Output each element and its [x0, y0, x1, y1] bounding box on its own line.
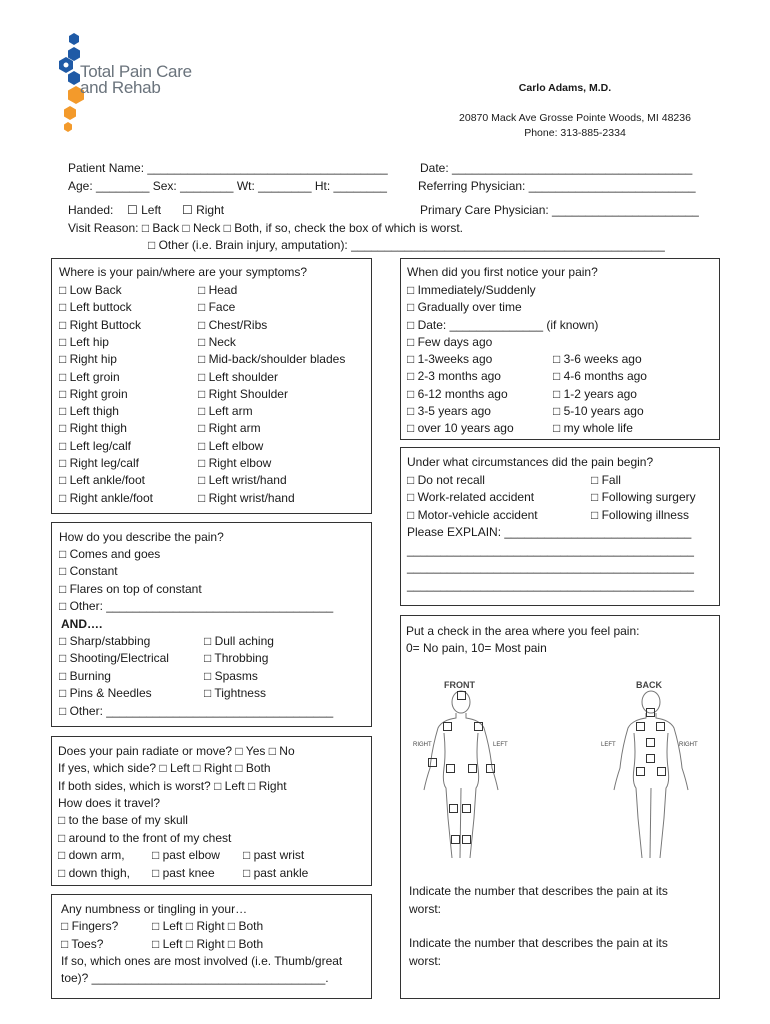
back-mid-back-checkbox[interactable] [646, 738, 655, 747]
age-sex-wt-ht-fields[interactable]: Age: ________ Sex: ________ Wt: ________ Ht: ________ [68, 179, 387, 193]
primary-care-field[interactable]: Primary Care Physician: ______________________ [420, 203, 699, 217]
first-notice-checkbox[interactable]: □ 3-5 years ago [407, 403, 491, 418]
circumstance-checkbox[interactable]: □ Following illness [591, 507, 689, 522]
pain-location-checkbox[interactable]: □ Left leg/calf [59, 438, 131, 453]
pain-quality-checkbox[interactable]: □ Pins & Needles [59, 685, 152, 700]
describe-other-field[interactable]: □ Other: __________________________________ [59, 704, 334, 718]
back-left-shoulder-checkbox[interactable] [636, 722, 645, 731]
most-involved-field[interactable]: toe)? ___________________________________. [61, 971, 329, 985]
back-neck-checkbox[interactable] [646, 708, 655, 717]
first-notice-checkbox[interactable]: □ Few days ago [407, 334, 493, 349]
patient-name-field[interactable]: Patient Name: ____________________________________ [68, 161, 388, 175]
pain-location-checkbox[interactable]: □ Right groin [59, 386, 128, 401]
clinic-address: 20870 Mack Ave Grosse Pointe Woods, MI 48236 [459, 112, 691, 124]
front-right-hand-checkbox[interactable] [428, 758, 437, 767]
circumstance-checkbox[interactable]: □ Work-related accident [407, 490, 535, 505]
pain-quality-checkbox[interactable]: □ Throbbing [204, 651, 269, 666]
date-field[interactable]: Date: ____________________________________ [420, 161, 693, 175]
circumstances-section [400, 447, 720, 606]
back-right-shoulder-checkbox[interactable] [656, 722, 665, 731]
pain-location-checkbox[interactable]: □ Left groin [59, 369, 120, 384]
describe-question: How do you describe the pain? [59, 530, 224, 544]
describe-checkbox[interactable]: □ Constant [59, 564, 118, 579]
past-elbow-checkbox[interactable]: □ past elbow [152, 848, 220, 862]
pain-quality-checkbox[interactable]: □ Shooting/Electrical [59, 651, 169, 666]
fingers-checkbox[interactable]: □ Fingers? [61, 919, 119, 933]
first-notice-checkbox[interactable]: □ 1-3weeks ago [407, 352, 493, 366]
describe-checkbox[interactable]: □ Other: __________________________________ [59, 598, 334, 613]
front-label: FRONT [444, 680, 475, 690]
pain-location-checkbox[interactable]: □ Right Shoulder [198, 386, 288, 401]
pain-quality-checkbox[interactable]: □ Burning [59, 668, 111, 683]
pain-location-checkbox[interactable]: □ Left arm [198, 404, 253, 419]
pain-location-checkbox[interactable]: □ Left thigh [59, 404, 119, 419]
visit-reason[interactable]: Visit Reason: □ Back □ Neck □ Both, if so, check the box of which is worst. [68, 221, 464, 235]
first-notice-checkbox[interactable]: □ over 10 years ago [407, 421, 514, 436]
front-left-shoulder-checkbox[interactable] [474, 722, 483, 731]
front-left-knee-checkbox[interactable] [462, 804, 471, 813]
pain-location-checkbox[interactable]: □ Low Back [59, 283, 122, 297]
pain-location-checkbox[interactable]: □ Left buttock [59, 300, 132, 315]
explain-field[interactable]: Please EXPLAIN: ____________________________ [407, 525, 692, 539]
down-arm-checkbox[interactable]: □ down arm, [58, 848, 125, 862]
clinic-phone: Phone: 313-885-2334 [524, 127, 626, 139]
describe-checkbox[interactable]: □ Flares on top of constant [59, 581, 202, 596]
which-side-question[interactable]: If yes, which side? □ Left □ Right □ Both [58, 761, 271, 775]
front-right-hip-checkbox[interactable] [446, 764, 455, 773]
pain-location-section [51, 258, 372, 514]
first-notice-checkbox[interactable]: □ Gradually over time [407, 300, 522, 315]
front-right-shoulder-checkbox[interactable] [443, 722, 452, 731]
worst-pain-instruction-2: Indicate the number that describes the pain at its [409, 936, 668, 950]
past-ankle-checkbox[interactable]: □ past ankle [243, 866, 309, 880]
first-notice-checkbox[interactable]: □ 1-2 years ago [553, 386, 637, 401]
toes-side-options[interactable]: □ Left □ Right □ Both [152, 937, 264, 951]
logo-line2: and Rehab [80, 78, 161, 97]
pain-quality-checkbox[interactable]: □ Sharp/stabbing [59, 634, 151, 648]
back-low-back-checkbox[interactable] [646, 754, 655, 763]
first-notice-section [400, 258, 720, 440]
front-left-hand-checkbox[interactable] [486, 764, 495, 773]
back-left-buttock-checkbox[interactable] [636, 767, 645, 776]
logo-text [80, 64, 192, 96]
pain-location-checkbox[interactable]: □ Chest/Ribs [198, 317, 268, 332]
first-notice-checkbox[interactable]: □ 3-6 weeks ago [553, 352, 642, 366]
back-left-label: LEFT [601, 742, 616, 748]
explain-line[interactable]: ___________________________________________ [407, 543, 694, 557]
handed-left-checkbox[interactable]: ☐ Left [127, 203, 162, 217]
referring-physician-field[interactable]: Referring Physician: _________________________ [418, 179, 696, 193]
pain-location-checkbox[interactable]: □ Left hip [59, 334, 109, 349]
pain-location-checkbox[interactable]: □ Left wrist/hand [198, 473, 287, 488]
handed-right-checkbox[interactable]: ☐ Right [182, 203, 225, 217]
first-notice-checkbox[interactable]: □ Immediately/Suddenly [407, 283, 536, 297]
numbness-question: Any numbness or tingling in your… [61, 902, 248, 916]
pain-location-checkbox[interactable]: □ Right hip [59, 352, 117, 367]
doctor-name: Carlo Adams, M.D. [518, 82, 612, 94]
check-area-instruction: Put a check in the area where you feel pain: [406, 624, 640, 638]
pain-location-question: Where is your pain/where are your symptoms? [59, 265, 308, 279]
worst-side-question[interactable]: If both sides, which is worst? □ Left □ Right [58, 779, 287, 793]
front-right-knee-checkbox[interactable] [449, 804, 458, 813]
logo-line1: Total Pain Care [80, 62, 192, 81]
and-label: AND…. [61, 617, 103, 631]
front-body-figure [406, 688, 516, 868]
pain-scale-legend: 0= No pain, 10= Most pain [406, 641, 547, 655]
worst-pain-instruction-1: Indicate the number that describes the pain at its [409, 884, 668, 898]
first-notice-checkbox[interactable]: □ 4-6 months ago [553, 369, 647, 384]
pain-location-checkbox[interactable]: □ Right Buttock [59, 317, 141, 332]
explain-line[interactable]: ___________________________________________ [407, 560, 694, 575]
radiate-question[interactable]: Does your pain radiate or move? □ Yes □ No [58, 744, 295, 758]
describe-checkbox[interactable]: □ Comes and goes [59, 547, 161, 561]
worst-pain-label-2[interactable]: worst: [409, 954, 442, 968]
front-left-ankle-checkbox[interactable] [462, 835, 471, 844]
numbness-section [51, 894, 372, 999]
front-right-ankle-checkbox[interactable] [451, 835, 460, 844]
visit-reason-other[interactable]: □ Other (i.e. Brain injury, amputation): _______________________________________________ [148, 238, 665, 252]
front-left-hip-checkbox[interactable] [468, 764, 477, 773]
pain-location-checkbox[interactable]: □ Neck [198, 334, 236, 349]
past-knee-checkbox[interactable]: □ past knee [152, 866, 215, 880]
circumstance-checkbox[interactable]: □ Fall [591, 473, 621, 487]
explain-line[interactable]: ___________________________________________ [407, 577, 694, 592]
pain-location-checkbox[interactable]: □ Right arm [198, 421, 261, 436]
circumstance-checkbox[interactable]: □ Do not recall [407, 473, 485, 487]
pain-quality-checkbox[interactable]: □ Dull aching [204, 634, 274, 648]
base-of-skull-checkbox[interactable]: □ to the base of my skull [58, 813, 188, 827]
front-right-label: RIGHT [413, 742, 432, 748]
pain-location-checkbox[interactable]: □ Right leg/calf [59, 456, 139, 470]
first-notice-checkbox[interactable]: □ my whole life [553, 421, 633, 436]
fingers-side-options[interactable]: □ Left □ Right □ Both [152, 919, 264, 933]
pain-location-checkbox[interactable]: □ Left elbow [198, 438, 264, 453]
travel-question: How does it travel? [58, 796, 161, 810]
circumstance-checkbox[interactable]: □ Following surgery [591, 490, 696, 505]
pain-location-checkbox[interactable]: □ Right ankle/foot [59, 490, 153, 505]
pain-location-checkbox[interactable]: □ Right thigh [59, 421, 127, 436]
circumstance-checkbox[interactable]: □ Motor-vehicle accident [407, 507, 538, 522]
most-involved-question: If so, which ones are most involved (i.e. Thumb/great [61, 954, 343, 968]
describe-pain-section [51, 522, 372, 727]
pain-quality-checkbox[interactable]: □ Tightness [204, 685, 266, 700]
body-chart-section [400, 615, 720, 999]
handed-label: Handed: [68, 203, 114, 217]
pain-location-checkbox[interactable]: □ Right elbow [198, 456, 272, 470]
first-notice-checkbox[interactable]: □ 2-3 months ago [407, 369, 501, 384]
first-notice-checkbox[interactable]: □ 5-10 years ago [553, 403, 644, 418]
radiate-section [51, 736, 372, 886]
back-right-label: RIGHT [679, 742, 698, 748]
pain-location-checkbox[interactable]: □ Left ankle/foot [59, 473, 145, 488]
pain-location-checkbox[interactable]: □ Right wrist/hand [198, 490, 295, 505]
front-head-checkbox[interactable] [457, 691, 466, 700]
first-notice-checkbox[interactable]: □ Date: ______________ (if known) [407, 317, 599, 332]
down-thigh-checkbox[interactable]: □ down thigh, [58, 866, 130, 880]
worst-pain-label-1[interactable]: worst: [409, 902, 442, 916]
front-of-chest-checkbox[interactable]: □ around to the front of my chest [58, 831, 232, 845]
past-wrist-checkbox[interactable]: □ past wrist [243, 848, 305, 862]
pain-quality-checkbox[interactable]: □ Spasms [204, 668, 258, 683]
back-label: BACK [636, 680, 662, 690]
first-notice-checkbox[interactable]: □ 6-12 months ago [407, 386, 508, 401]
pain-location-checkbox[interactable]: □ Left shoulder [198, 369, 278, 384]
pain-location-checkbox[interactable]: □ Mid-back/shoulder blades [198, 352, 346, 367]
pain-location-checkbox[interactable]: □ Face [198, 300, 236, 315]
toes-checkbox[interactable]: □ Toes? [61, 937, 104, 951]
back-right-buttock-checkbox[interactable] [657, 767, 666, 776]
front-left-label: LEFT [493, 742, 508, 748]
first-notice-question: When did you first notice your pain? [407, 265, 598, 279]
pain-location-checkbox[interactable]: □ Head [198, 283, 238, 297]
circumstances-question: Under what circumstances did the pain begin? [407, 455, 654, 469]
